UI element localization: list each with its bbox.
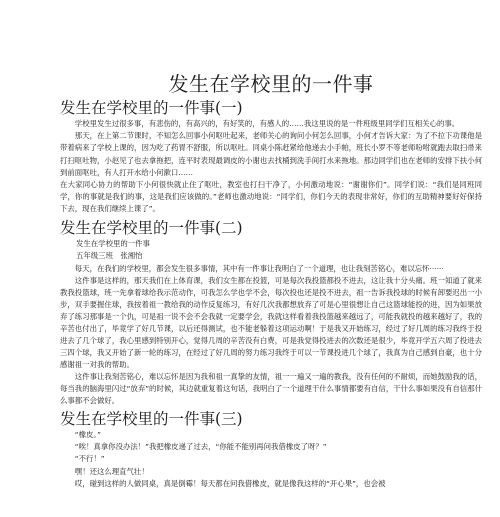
paragraph: 哎，碰到这样的人做同桌，真是倒霉！每天都在问我借橡皮，就是像我这样的“开心果”，也会被 [74,479,386,489]
section-1 [60,98,482,216]
paragraph: 这件事是这样的，那天我们在上体育课，我们女生都在投篮，可是每次我投篮都投不进去，这让我十分头痛。班一知道了就来教我投篮球，班一先拿着球给我示范动作，可我怎么学也学不会，每次投也还是投不进去，祖一告诉我投球的时候有卸要迟出一小步，双手要握住球，我按着祖一教给我的动作反复练习，有好几次我都想放弃了可是心里很想让自己这篮球能投的进，因为如果放弃了练习那事是一个仇，可是祖一说不会不会我就一定要学会，我就这样看着我投篮越来越远了，可能我就投的越来越好了，我的辛苦也付出了，毕竟学了好几节课，以后还得测试，也不能老躲着这项运动啊！于是我又开始练习，经过了好几周的练习我终于投进去了几个球了，我心里感到特别开心，觉得几周的辛苦没有白费，可是我觉得投进去的次数还是很少，毕竟开学五六周了投进去三四个球，我又开始了新一轮的练习，在经过了好几周的努力练习我终于可以一节课投进几个球了，我真为自己感到自豪，也十分感谢祖一对我的帮助。 [60,275,482,369]
author-line: 五年级三班 张湘怡 [76,251,143,261]
paragraph: 在大家同心协力的帮助下小何很快就止住了呕吐，教室也打扫干净了，小何激动地说：“谢谢你们”。同学们说：“我们是同班同学，你的事就是我们的事，这是我们应该做的。”老师也激动地说：“同学们，你们今天的表现非常好，你们的互助精神要好好保持下去，现在我们继续上课了”。 [60,180,482,214]
paragraph: 这件事让我刻苦铭心，难以忘怀是因为我和祖一真挚的友情，祖一一遍又一遍的教我，没有任何的不耐烦，而她鼓励我的话，每当我的脑海里闪过“放弃”的时候，其边就重复着这句话，我明白了一个道理干什么事情都要有自信，干什么事如果没有自信那什么事都不会做好。 [60,371,482,405]
section-heading: 发生在学校里的一件事(三) [60,409,243,428]
essay-title: 发生在学校里的一件事 [76,238,150,248]
section-2 [60,218,482,407]
paragraph: 那天，在上第二节课时，不知怎么回事小何呕吐起来，老师关心的询问小何怎么回事，小何才告诉大家：为了不拉下功课他是带着病来了学校上课的，因为吃了药胃不舒服，所以呕吐。同桌小陈赶紧给他递去小手帕，班长小罗不等老师吩咐就跑去取扫帚来打扫呕吐物，小赵见了也去拿拖把，连平时表现最调皮的小谢也去找桶到洗手间打水来拖地。那边同学们也在老师的安排下扶小何到前面呕吐，有人打开水给小何漱口…… [60,131,482,177]
paragraph: 每天，在我们的学校里，都会发生很多事情，其中有一件事让我明白了一个道理，也让我刻苦铭心，难以忘怀······ [74,263,444,273]
page-title: 发生在学校里的一件事 [168,72,374,96]
paragraph: 学校里发生过很多事，有悲伤的，有高兴的，有好笑的，有感人的……我这里说的是一件班级里同学们互相关心的事。 [74,119,460,128]
section-3 [60,409,482,491]
paragraph: “橡皮。” [74,429,101,439]
section-heading: 发生在学校里的一件事(一) [60,99,243,117]
paragraph: 嘿！还这么理直气壮！ [74,466,149,476]
section-heading: 发生在学校里的一件事(二) [60,218,243,237]
paragraph: “不行！” [74,454,105,464]
paragraph: “唉！真拿你没办法！”我把橡皮递了过去，“你能不能别再问我借橡皮了呀？” [74,442,327,452]
